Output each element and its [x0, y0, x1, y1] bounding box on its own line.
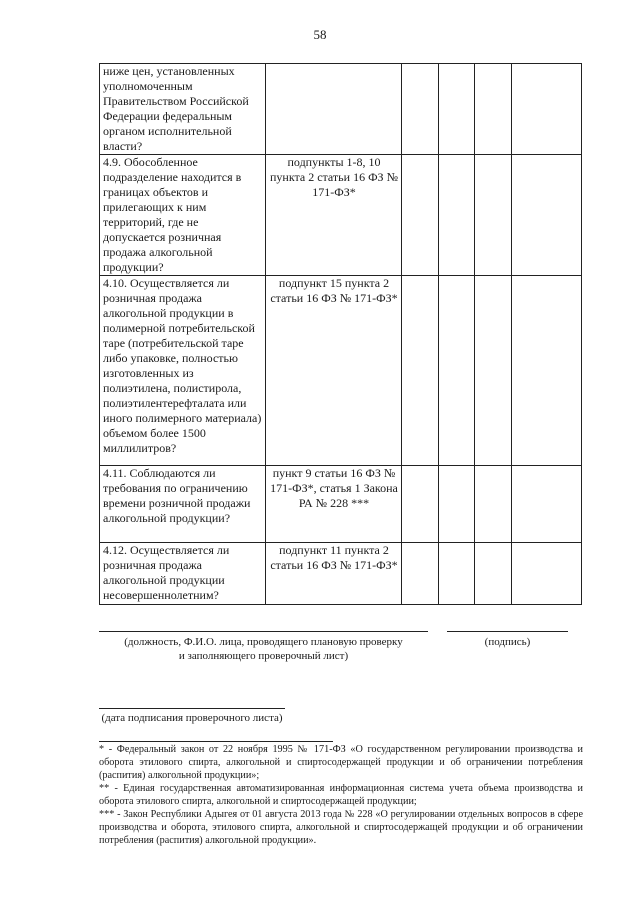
answer-na-cell	[475, 276, 512, 466]
question-cell: ниже цен, установленных уполномоченным Правительством Российской Федерации федеральным органом исполнительной власти?	[100, 64, 266, 155]
note-cell	[512, 276, 582, 466]
answer-no-cell	[439, 155, 475, 276]
date-line	[99, 708, 285, 709]
table-row	[100, 276, 582, 466]
footnotes	[99, 743, 583, 847]
answer-yes-cell	[402, 276, 439, 466]
checklist-table	[99, 63, 582, 605]
answer-na-cell	[475, 543, 512, 605]
table-row	[100, 64, 582, 155]
answer-na-cell	[475, 64, 512, 155]
answer-no-cell	[439, 466, 475, 543]
answer-yes-cell	[402, 466, 439, 543]
note-cell	[512, 543, 582, 605]
requirement-cell: подпункт 11 пункта 2 статьи 16 ФЗ № 171-ФЗ*	[266, 543, 402, 605]
question-cell: 4.9. Обособленное подразделение находится в границах объектов и прилегающих к ним территорий, где не допускается розничная продажа алкогольной продукции?	[100, 155, 266, 276]
table-row	[100, 543, 582, 605]
position-signature-line	[99, 631, 428, 632]
question-cell: 4.11. Соблюдаются ли требования по ограничению времени розничной продажи алкогольной продукции?	[100, 466, 266, 543]
footnote-separator	[99, 741, 333, 742]
table-row	[100, 466, 582, 543]
signature-line	[447, 631, 568, 632]
note-cell	[512, 155, 582, 276]
answer-yes-cell	[402, 155, 439, 276]
note-cell	[512, 466, 582, 543]
position-caption-line2: и заполняющего проверочный лист)	[178, 650, 349, 662]
answer-no-cell	[439, 64, 475, 155]
page-number: 58	[313, 27, 327, 42]
answer-no-cell	[439, 543, 475, 605]
requirement-cell: подпункты 1-8, 10 пункта 2 статьи 16 ФЗ № 171-ФЗ*	[266, 155, 402, 276]
answer-na-cell	[475, 466, 512, 543]
footnote-3: *** - Закон Республики Адыгея от 01 августа 2013 года № 228 «О регулировании отдельных вопросов в сфере производства и оборота, этилового спирта, алкогольной и спиртосодержащей продукции и об ограничении потребления (распития) алкогольной продукции».	[99, 809, 583, 846]
position-caption-line1: (должность, Ф.И.О. лица, проводящего плановую проверку	[124, 636, 403, 648]
answer-yes-cell	[402, 64, 439, 155]
requirement-cell	[266, 64, 402, 155]
signature-caption: (подпись)	[484, 636, 531, 648]
requirement-cell: пункт 9 статьи 16 ФЗ № 171-ФЗ*, статья 1 Закона РА № 228 ***	[266, 466, 402, 543]
date-caption: (дата подписания проверочного листа)	[101, 712, 283, 724]
footnote-2: ** - Единая государственная автоматизированная информационная система учета объема производства и оборота этилового спирта, алкогольной и спиртосодержащей продукции;	[99, 783, 583, 807]
answer-na-cell	[475, 155, 512, 276]
question-cell: 4.12. Осуществляется ли розничная продажа алкогольной продукции несовершеннолетним?	[100, 543, 266, 605]
note-cell	[512, 64, 582, 155]
answer-yes-cell	[402, 543, 439, 605]
answer-no-cell	[439, 276, 475, 466]
table-row	[100, 155, 582, 276]
footnote-1: * - Федеральный закон от 22 ноября 1995 № 171-ФЗ «О государственном регулировании производства и оборота этилового спирта, алкогольной и спиртосодержащей продукции и об ограничении потребления (распития) алкогольной продукции»;	[99, 744, 583, 781]
requirement-cell: подпункт 15 пункта 2 статьи 16 ФЗ № 171-ФЗ*	[266, 276, 402, 466]
position-caption	[99, 635, 428, 663]
question-cell: 4.10. Осуществляется ли розничная продажа алкогольной продукции в полимерной потребительской таре (потребительской таре либо упаковке, полностью изготовленных из полиэтилена, полистирола, полиэтилентерефталата или иного полимерного материала) объемом более 1500 миллилитров?	[100, 276, 266, 466]
